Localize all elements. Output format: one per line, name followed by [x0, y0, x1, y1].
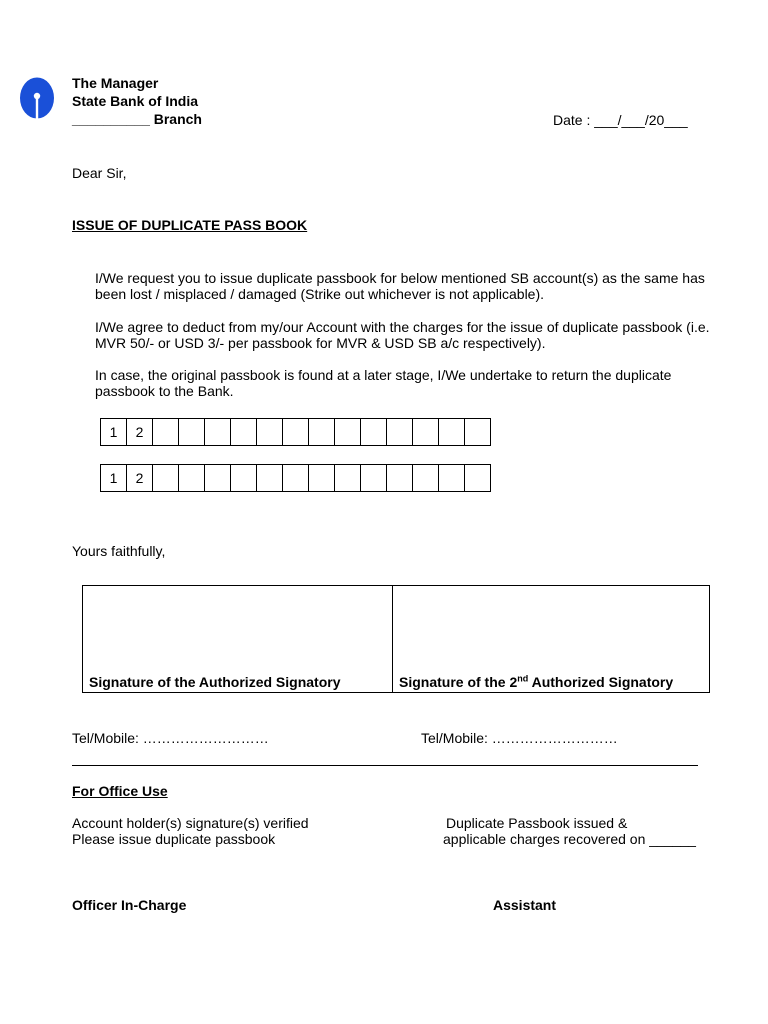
paragraph-1-line-2: been lost / misplaced / damaged (Strike out whichever is not applicable). [95, 286, 545, 302]
account-digit-cell[interactable] [387, 465, 413, 491]
account-digit-cell[interactable] [179, 465, 205, 491]
paragraph-2-line-1: I/We agree to deduct from my/our Account with the charges for the issue of duplicate passbook (i.e. [95, 319, 710, 335]
tel-mobile-right: Tel/Mobile: ……………………… [421, 730, 618, 746]
office-use-charges-recovered: applicable charges recovered on ______ [443, 831, 696, 847]
account-digit-cell[interactable] [361, 419, 387, 445]
tel-mobile-left: Tel/Mobile: ……………………… [72, 730, 269, 746]
signature-table [82, 585, 710, 693]
account-digit-cell[interactable]: 2 [127, 419, 153, 445]
account-digit-cell[interactable]: 1 [101, 465, 127, 491]
account-digit-cell[interactable] [387, 419, 413, 445]
signature-label-1: Signature of the Authorized Signatory [89, 674, 341, 690]
office-use-duplicate-issued: Duplicate Passbook issued & [446, 815, 628, 831]
account-digit-cell[interactable] [361, 465, 387, 491]
office-use-heading: For Office Use [72, 783, 168, 799]
account-digit-cell[interactable]: 1 [101, 419, 127, 445]
account-digit-cell[interactable] [439, 465, 465, 491]
account-digit-cell[interactable] [439, 419, 465, 445]
signature-box-2[interactable] [393, 586, 709, 692]
subject-heading: ISSUE OF DUPLICATE PASS BOOK [72, 217, 308, 233]
account-digit-cell[interactable] [257, 419, 283, 445]
account-digit-cell[interactable] [179, 419, 205, 445]
paragraph-1-line-1: I/We request you to issue duplicate passbook for below mentioned SB account(s) as the same has [95, 270, 705, 286]
officer-in-charge-label: Officer In-Charge [72, 897, 187, 913]
paragraph-3-line-2: passbook to the Bank. [95, 383, 234, 399]
account-digit-cell[interactable] [283, 465, 309, 491]
addressee-branch: __________ Branch [72, 111, 202, 127]
account-digit-cell[interactable] [309, 465, 335, 491]
account-digit-cell[interactable] [153, 465, 179, 491]
account-digit-cell[interactable] [205, 419, 231, 445]
signature-label-2: Signature of the 2nd Authorized Signatory [399, 673, 674, 690]
office-use-issue: Please issue duplicate passbook [72, 831, 276, 847]
account-digit-cell[interactable] [205, 465, 231, 491]
account-number-grid-1[interactable] [100, 418, 491, 446]
closing: Yours faithfully, [72, 543, 166, 559]
addressee-bank: State Bank of India [72, 93, 199, 109]
account-digit-cell[interactable] [257, 465, 283, 491]
divider-line [72, 765, 698, 766]
account-digit-cell[interactable] [231, 419, 257, 445]
account-digit-cell[interactable] [283, 419, 309, 445]
account-digit-cell[interactable] [413, 465, 439, 491]
signature-box-1[interactable] [83, 586, 393, 692]
account-digit-cell[interactable]: 2 [127, 465, 153, 491]
sbi-logo-icon [19, 77, 55, 119]
paragraph-3-line-1: In case, the original passbook is found at a later stage, I/We undertake to return the duplicate [95, 367, 672, 383]
account-digit-cell[interactable] [153, 419, 179, 445]
account-digit-cell[interactable] [413, 419, 439, 445]
salutation: Dear Sir, [72, 165, 127, 181]
assistant-label: Assistant [493, 897, 557, 913]
account-digit-cell[interactable] [335, 419, 361, 445]
account-digit-cell[interactable] [309, 419, 335, 445]
account-digit-cell[interactable] [465, 465, 491, 491]
account-digit-cell[interactable] [465, 419, 491, 445]
account-digit-cell[interactable] [231, 465, 257, 491]
paragraph-2-line-2: MVR 50/- or USD 3/- per passbook for MVR & USD SB a/c respectively). [95, 335, 546, 351]
office-use-verified: Account holder(s) signature(s) verified [72, 815, 309, 831]
account-digit-cell[interactable] [335, 465, 361, 491]
addressee-title: The Manager [72, 75, 159, 91]
date-field: Date : ___/___/20___ [553, 112, 688, 128]
account-number-grid-2[interactable] [100, 464, 491, 492]
